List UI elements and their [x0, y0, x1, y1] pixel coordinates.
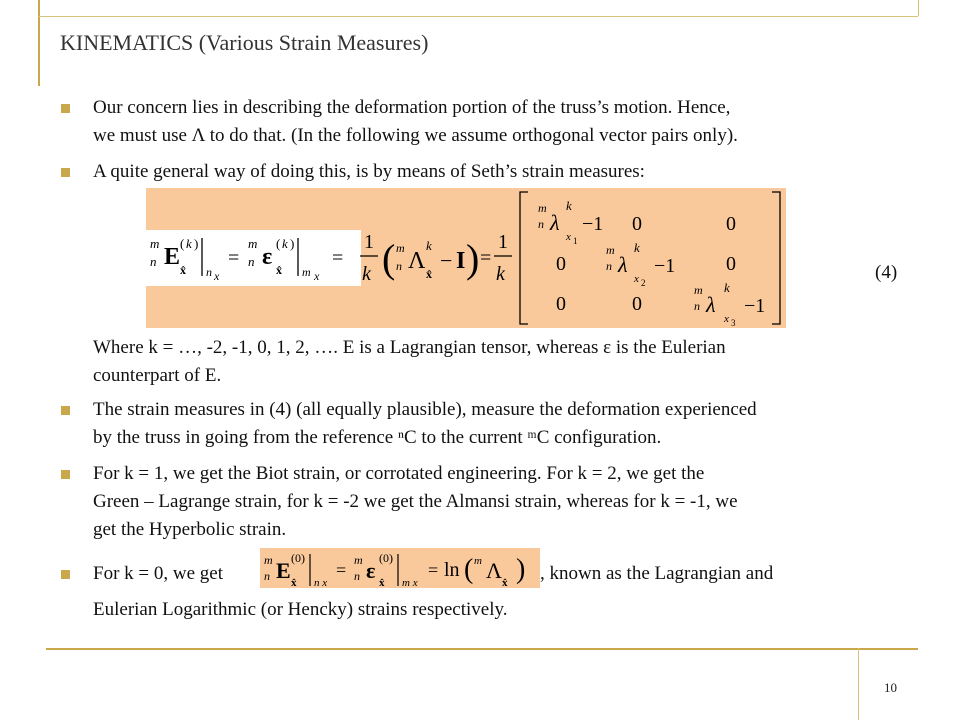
bullet-item-5-line-2: Eulerian Logarithmic (or Hencky) strains respectively. — [93, 599, 508, 620]
svg-text:k: k — [724, 280, 730, 295]
svg-text:x: x — [724, 313, 729, 325]
frame-accent-top — [38, 16, 918, 17]
svg-text:m: m — [606, 243, 615, 257]
bullet-item-5-line-1-pre: For k = 0, we get — [93, 563, 223, 584]
svg-text:1: 1 — [364, 231, 374, 253]
svg-text:1: 1 — [498, 231, 508, 253]
svg-text:(: ( — [382, 236, 396, 281]
svg-text:m: m — [248, 236, 258, 251]
svg-text:n: n — [248, 254, 255, 269]
svg-text:n: n — [206, 265, 212, 279]
bullet-4-line-3: get the Hyperbolic strain. — [93, 519, 287, 540]
svg-text:m: m — [264, 553, 273, 567]
svg-text:k: k — [186, 236, 192, 251]
svg-text:Λ: Λ — [486, 558, 502, 583]
svg-text:k: k — [566, 198, 572, 213]
svg-text:E: E — [276, 558, 291, 583]
svg-text:=: = — [480, 247, 492, 269]
svg-text:m: m — [396, 241, 405, 255]
bullet-square-icon — [61, 570, 70, 579]
bullet-item-2 — [93, 158, 908, 186]
svg-text:−1: −1 — [744, 295, 766, 317]
svg-text:0: 0 — [632, 213, 642, 235]
svg-text:n: n — [396, 259, 402, 273]
svg-text:ε: ε — [366, 558, 376, 583]
bullet-4-line-1: For k = 1, we get the Biot strain, or corrotated engineering. For k = 2, we get the — [93, 463, 705, 484]
svg-text:0: 0 — [556, 253, 566, 275]
svg-text:0: 0 — [726, 253, 736, 275]
svg-text:x̂: x̂ — [502, 577, 508, 588]
footer-accent-vertical — [858, 648, 859, 720]
svg-text:k: k — [496, 263, 505, 285]
svg-text:=: = — [336, 560, 347, 580]
bullet-square-icon — [61, 104, 70, 113]
svg-text:ε: ε — [262, 244, 273, 270]
bullet-square-icon — [61, 406, 70, 415]
svg-text:(: ( — [276, 236, 281, 251]
explanation-line-2: counterpart of E. — [93, 365, 222, 386]
svg-text:0: 0 — [632, 293, 642, 315]
svg-text:−: − — [440, 248, 453, 273]
svg-text:x̂: x̂ — [379, 577, 385, 588]
frame-accent-vertical — [38, 0, 40, 86]
strain-equation — [146, 188, 786, 328]
bullet-1-line-1: Our concern lies in describing the deformation portion of the truss’s motion. Hence, — [93, 97, 731, 118]
bullet-3-line-2: by the truss in going from the reference ⁿC to the current ᵐC configuration. — [93, 427, 662, 448]
svg-text:m: m — [302, 265, 311, 279]
svg-text:): ) — [466, 236, 480, 281]
svg-text:(0): (0) — [379, 551, 393, 565]
bullet-item-4 — [93, 460, 908, 544]
svg-text:x: x — [314, 269, 320, 283]
svg-text:−1: −1 — [654, 255, 676, 277]
svg-text:): ) — [290, 236, 295, 251]
svg-text:k: k — [634, 240, 640, 255]
bullet-1-line-2: we must use Λ to do that. (In the following we assume orthogonal vector pairs only). — [93, 125, 738, 146]
svg-text:λ: λ — [618, 252, 628, 277]
svg-text:=: = — [332, 247, 344, 269]
svg-text:x: x — [634, 273, 639, 285]
svg-text:λ: λ — [550, 210, 560, 235]
svg-text:): ) — [194, 236, 199, 251]
svg-text:I: I — [456, 248, 466, 274]
bullet-item-3 — [93, 396, 908, 452]
svg-text:2: 2 — [641, 278, 646, 288]
svg-text:m: m — [150, 236, 160, 251]
svg-text:x̂: x̂ — [426, 267, 432, 281]
svg-text:m: m — [538, 201, 547, 215]
svg-text:x: x — [566, 231, 571, 243]
equation-number: (4) — [875, 262, 898, 283]
svg-text:Λ: Λ — [408, 248, 426, 274]
bullet-item-1 — [93, 94, 908, 150]
svg-text:x: x — [214, 269, 220, 283]
svg-text:=: = — [428, 560, 439, 580]
bullet-item-5-line-1-post: , known as the Lagrangian and — [540, 563, 774, 584]
svg-text:n: n — [538, 217, 544, 231]
svg-text:n: n — [694, 299, 700, 313]
log-strain-formula — [260, 548, 540, 588]
slide-title: KINEMATICS (Various Strain Measures) — [60, 30, 429, 55]
frame-accent-right — [918, 0, 919, 16]
svg-text:): ) — [516, 554, 526, 585]
svg-text:x̂: x̂ — [291, 577, 297, 588]
svg-text:3: 3 — [731, 318, 736, 328]
explanation-line-1: Where k = …, -2, -1, 0, 1, 2, …. E is a Lagrangian tensor, whereas ε is the Eulerian — [93, 337, 726, 358]
svg-text:ln: ln — [444, 559, 460, 581]
bullet-square-icon — [61, 470, 70, 479]
svg-text:m x: m x — [402, 577, 418, 588]
bullet-2-line-1: A quite general way of doing this, is by means of Seth’s strain measures: — [93, 161, 645, 182]
svg-text:x̂: x̂ — [276, 263, 282, 277]
svg-text:n: n — [354, 569, 360, 583]
svg-text:0: 0 — [556, 293, 566, 315]
bullet-3-line-1: The strain measures in (4) (all equally plausible), measure the deformation experienced — [93, 399, 757, 420]
page-number: 10 — [884, 680, 897, 695]
svg-text:λ: λ — [706, 292, 716, 317]
svg-text:E: E — [164, 244, 181, 270]
svg-text:−1: −1 — [582, 213, 604, 235]
svg-text:n: n — [606, 259, 612, 273]
svg-text:n x: n x — [314, 577, 328, 588]
svg-text:(: ( — [180, 236, 185, 251]
svg-text:k: k — [282, 236, 288, 251]
svg-text:k: k — [426, 238, 432, 253]
svg-text:m: m — [354, 553, 363, 567]
svg-text:(0): (0) — [291, 551, 305, 565]
svg-text:m: m — [694, 283, 703, 297]
svg-text:(: ( — [464, 554, 474, 585]
svg-text:n: n — [150, 254, 157, 269]
svg-text:x̂: x̂ — [180, 263, 186, 277]
svg-text:m: m — [474, 555, 482, 567]
footer-divider — [46, 648, 918, 650]
svg-text:0: 0 — [726, 213, 736, 235]
svg-text:n: n — [264, 569, 270, 583]
svg-text:k: k — [362, 263, 371, 285]
svg-text:=: = — [228, 247, 240, 269]
equation-explanation — [93, 334, 908, 390]
bullet-4-line-2: Green – Lagrange strain, for k = -2 we get the Almansi strain, whereas for k = -1, we — [93, 491, 738, 512]
bullet-square-icon — [61, 168, 70, 177]
svg-text:1: 1 — [573, 236, 578, 246]
